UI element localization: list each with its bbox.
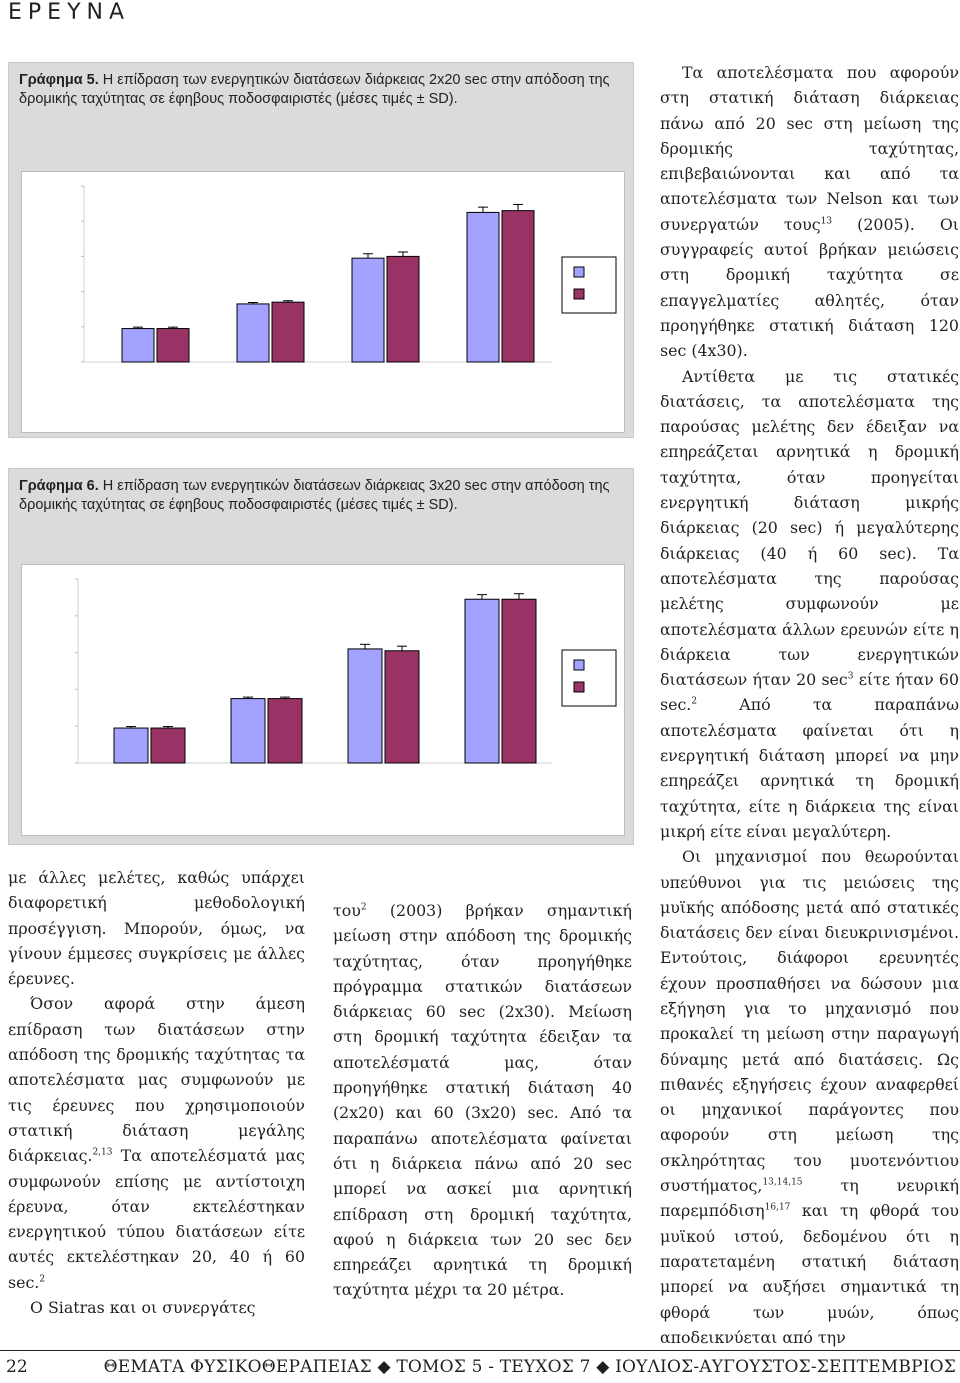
col3-p1-citation: 13 xyxy=(820,216,833,227)
col3-paragraph-3 xyxy=(660,844,959,1350)
col3-p1-text-a: Τα αποτελέσματα που αφορούν στη στατική διάταση διάρκειας πάνω από 20 sec στη μείωση της δρομικής ταχύτητας, επιβεβαιώνονται και από τα αποτελέσματα των Nelson και των συνεργατών τους xyxy=(660,63,959,234)
col3-p1-text-b: (2005). Οι συγγραφείς αυτοί βρήκαν μειώσεις στη δρομική ταχύτητα σε επαγγελματίες αθλητές, όταν προηγήθηκε στατική διάταση 120 sec (4x30). xyxy=(660,214,959,361)
text-column-2 xyxy=(333,898,632,1303)
col1-paragraph-2 xyxy=(8,991,305,1295)
bar-series2-group3 xyxy=(385,651,419,763)
section-header: ΕΡΕΥΝΑ xyxy=(8,0,131,25)
figure-5-label: Γράφημα 5. xyxy=(19,72,99,88)
col3-p2-citation-1: 3 xyxy=(847,671,854,682)
col2-paragraph-1 xyxy=(333,898,632,1303)
col3-p2-text-a: Αντίθετα με τις στατικές διατάσεις, τα αποτελέσματα της παρούσας μελέτης δεν έδειξαν να επηρεάζεται αρνητικά η δρομική ταχύτητα, όταν προηγείται ενεργητική διάταση μικρής διάρκειας (20 sec) ή μεγαλύτερης διάρκειας (40 ή 60 sec). Τα αποτελέσματα της παρούσας μελέτης συμφωνούν με αποτελέσματα άλλων ερευνών είτε η διάρκεια των ενεργητικών διατάσεων ήταν 20 sec xyxy=(660,366,959,690)
bar-series2-group4 xyxy=(502,211,534,362)
figure-5-panel xyxy=(8,62,634,438)
bar-series1-group1 xyxy=(122,329,154,362)
col2-p1-citation: 2 xyxy=(360,902,367,913)
bar-series1-group1 xyxy=(114,728,148,763)
figure-5-caption xyxy=(19,71,625,109)
figure-5-caption-text: Η επίδραση των ενεργητικών διατάσεων διάρκειας 2x20 sec στην απόδοση της δρομικής ταχύτητας σε έφηβους ποδοσφαιριστές (μέσες τιμές ± SD). xyxy=(19,72,610,107)
col3-p3-text-c: και τη φθορά του μυϊκού ιστού, δεδομένου ότι η παρατεταμένη στατική διάταση μπορεί να αυξήσει σημαντικά τη φθορά των μυών, όπως αποδεικνύεται από την xyxy=(660,1201,959,1347)
legend-swatch-series1 xyxy=(574,267,584,277)
legend-swatch-series2 xyxy=(574,682,584,692)
figure-6-chart-svg xyxy=(22,565,624,835)
figure-6-caption-text: Η επίδραση των ενεργητικών διατάσεων διάρκειας 3x20 sec στην απόδοση της δρομικής ταχύτητας σε έφηβους ποδοσφαιριστές (μέσες τιμές ± SD). xyxy=(19,478,610,513)
legend-box xyxy=(562,650,616,706)
col3-p2-text-b: είτε ήταν 60 sec. xyxy=(660,670,959,715)
bar-series2-group2 xyxy=(268,699,302,763)
text-column-1 xyxy=(8,865,305,1320)
figure-6-label: Γράφημα 6. xyxy=(19,478,99,494)
bar-series2-group1 xyxy=(151,728,185,763)
bar-series1-group2 xyxy=(237,304,269,362)
col1-paragraph-3: Ο Siatras και οι συνεργάτες xyxy=(30,1298,256,1318)
bar-series2-group2 xyxy=(272,302,304,362)
bar-series1-group3 xyxy=(352,258,384,362)
footer-rule xyxy=(0,1350,960,1351)
legend-swatch-series1 xyxy=(574,660,584,670)
bar-series1-group3 xyxy=(348,649,382,763)
col2-p1-text-a: του xyxy=(333,901,361,920)
bar-series1-group2 xyxy=(231,699,265,763)
col3-p2-citation-2: 2 xyxy=(691,697,698,708)
col3-p3-text-b: τη νευρική παρεμπόδιση xyxy=(660,1176,959,1221)
bar-series2-group3 xyxy=(387,256,419,362)
col3-p3-citation-1: 13,14,15 xyxy=(762,1177,803,1188)
legend-box xyxy=(562,257,616,313)
col1-p2-text-b: Τα αποτελέσματά μας συμφωνούν επίσης με αντίστοιχη έρευνα, όταν εκτελέστηκαν ενεργητικού τύπου διατάσεων είτε αυτές εκτελέστηκαν 20, 40 ή 60 sec. xyxy=(8,1146,305,1292)
figure-5-chart xyxy=(21,171,625,433)
figure-6-panel xyxy=(8,468,634,845)
col3-paragraph-1 xyxy=(660,60,959,364)
col3-p3-citation-2: 16,17 xyxy=(764,1203,791,1214)
figure-6-caption xyxy=(19,477,625,515)
col3-p3-text-a: Οι μηχανισμοί που θεωρούνται υπεύθυνοι για τις μειώσεις της μυϊκής απόδοσης μετά από στατικές διατάσεις δεν είναι διευκρινισμένοι. Εντούτοις, διάφοροι ερευνητές έχουν προσπαθήσει να δώσουν μια εξήγηση για το μηχανισμό που προκαλεί τη μείωση στην παραγωγή δύναμης μετά από διατάσεις. Ως πιθανές εξηγήσεις έχουν αναφερθεί οι μηχανικοί παράγοντες που αφορούν στη μείωση της σκληρότητας του μυοτενόντιου συστήματος, xyxy=(660,847,959,1196)
col1-p2-text-a: Όσον αφορά στην άμεση επίδραση των διατάσεων στην απόδοση της δρομικής ταχύτητας τα αποτελέσματα μας συμφωνούν με τις έρευνες που χρησιμοποιούν στατική διάταση μεγάλης διάρκειας. xyxy=(8,994,305,1166)
figure-5-chart-svg xyxy=(22,172,624,432)
bar-series2-group4 xyxy=(502,599,536,763)
figure-6-chart xyxy=(21,564,625,836)
bar-series1-group4 xyxy=(465,599,499,763)
col1-p2-citation-1: 2,13 xyxy=(92,1148,113,1158)
legend-swatch-series2 xyxy=(574,289,584,299)
bar-series2-group1 xyxy=(157,329,189,362)
journal-info: ΘΕΜΑΤΑ ΦΥΣΙΚΟΘΕΡΑΠΕΙΑΣ ◆ ΤΟΜΟΣ 5 - ΤΕΥΧΟΣ 7 ◆ ΙΟΥΛΙΟΣ-ΑΥΓΟΥΣΤΟΣ-ΣΕΠΤΕΜΒΡΙΟΣ xyxy=(103,1357,956,1377)
page-footer xyxy=(0,1357,960,1381)
col1-paragraph-1: με άλλες μελέτες, καθώς υπάρχει διαφορετική μεθοδολογική προσέγγιση. Μπορούν, όμως, να γίνουν έμμεσες συγκρίσεις με άλλες έρευνες. xyxy=(8,868,305,989)
col2-p1-text-b: (2003) βρήκαν σημαντική μείωση στην απόδοση της δρομικής ταχύτητας, όταν προηγήθηκε πρόγραμμα στατικών διατάσεων διάρκειας 60 sec (2x30). Μείωση στη δρομική ταχύτητα έδειξαν τα αποτελέσματά μας, όταν προηγήθηκε στατική διάταση 40 (2x20) και 60 (3x20) sec. Από τα παραπάνω αποτελέσματα φαίνεται ότι η διάρκεια πάνω από 20 sec μπορεί να ασκεί μια αρνητική επίδραση στη δρομική ταχύτητα, αφού η διάρκεια των 20 sec δεν επηρεάζει αρνητικά τη δρομική ταχύτητα μέχρι τα 20 μέτρα. xyxy=(333,901,632,1300)
col3-paragraph-2 xyxy=(660,364,959,845)
col3-p2-text-c: Από τα παραπάνω αποτελέσματα φαίνεται ότι η ενεργητική διάταση μπορεί να μην επηρεάζει αρνητικά τη δρομική ταχύτητα, είτε η διάρκεια της είναι μικρή είτε είναι μεγαλύτερη. xyxy=(660,695,959,841)
text-column-3 xyxy=(660,60,959,1350)
bar-series1-group4 xyxy=(467,212,499,362)
page-number: 22 xyxy=(6,1357,28,1377)
col1-p2-citation-2: 2 xyxy=(39,1274,46,1285)
